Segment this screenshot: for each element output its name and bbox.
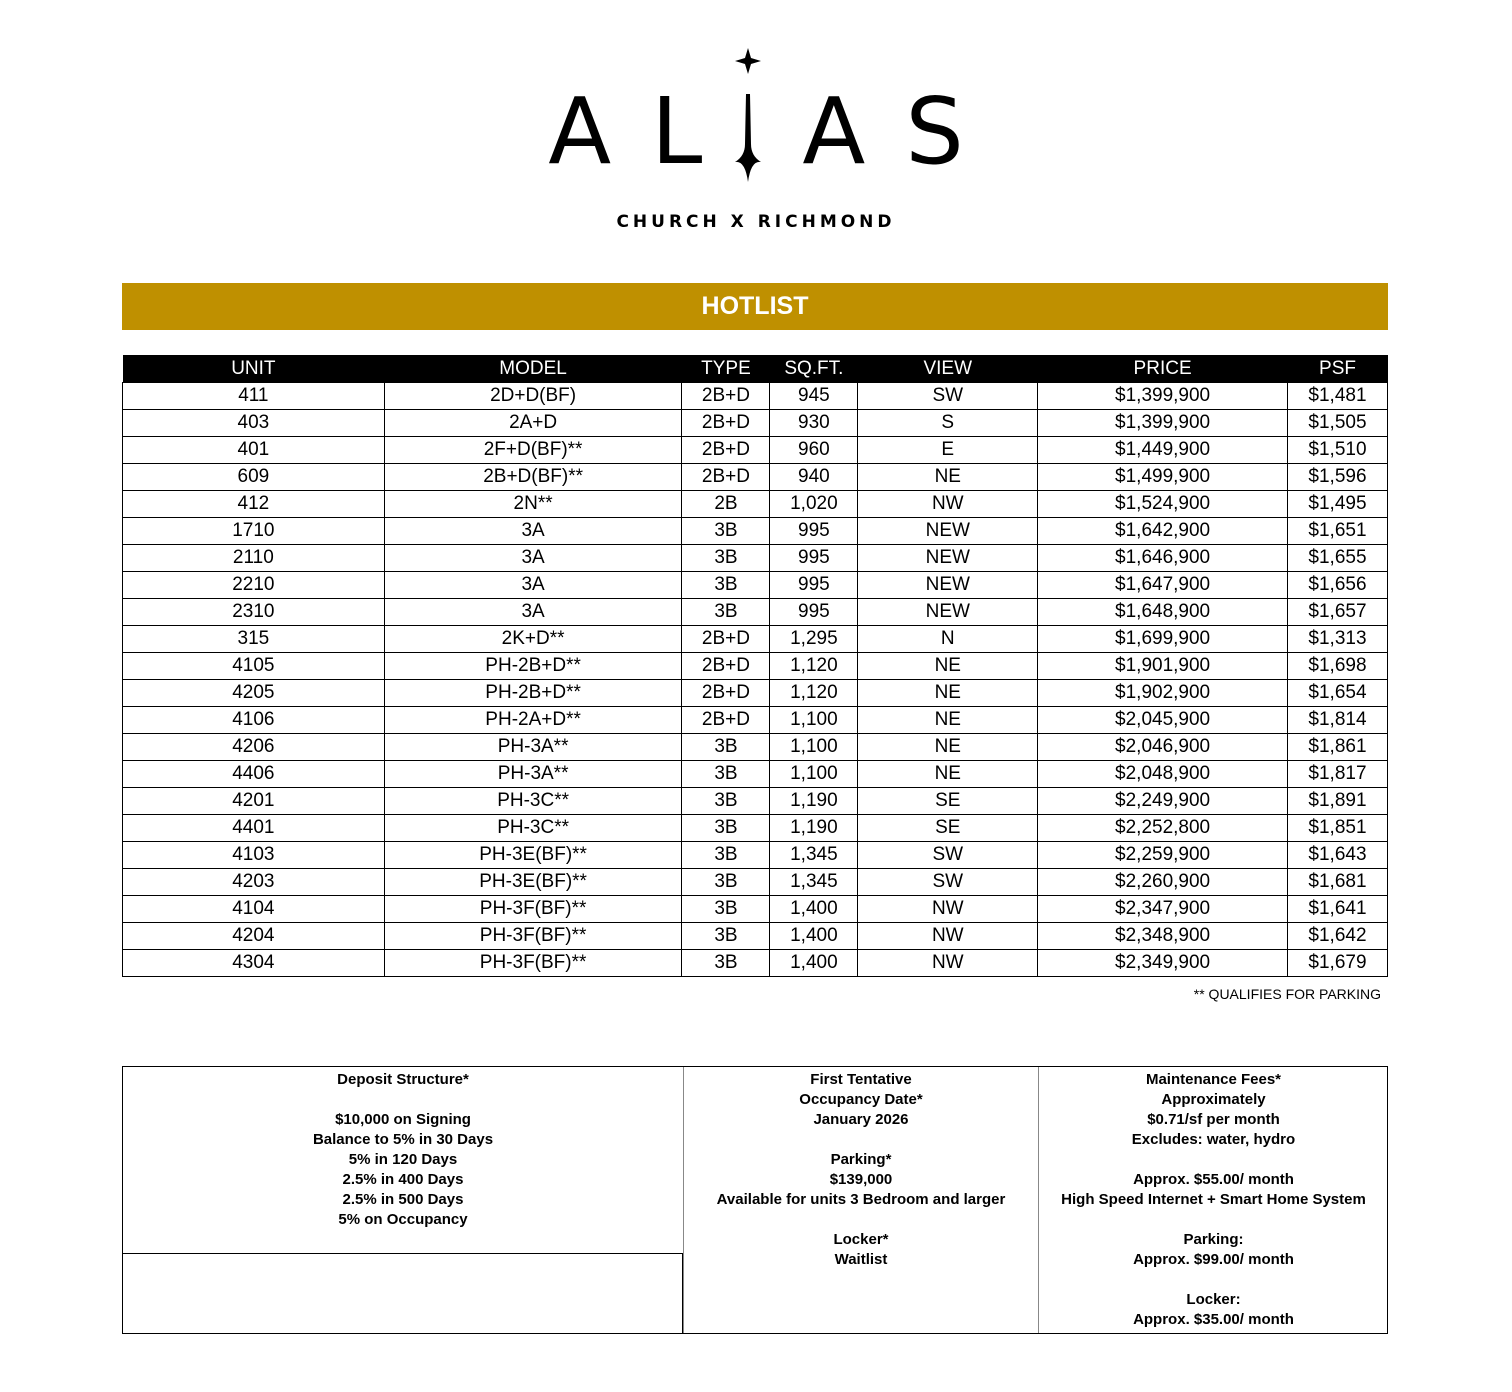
table-cell: $2,349,900 bbox=[1038, 950, 1288, 977]
table-cell: $1,648,900 bbox=[1038, 599, 1288, 626]
info-line: Locker: bbox=[1186, 1291, 1241, 1308]
table-cell: 1,100 bbox=[770, 761, 858, 788]
info-line bbox=[123, 1090, 683, 1110]
table-cell: NE bbox=[858, 653, 1038, 680]
table-cell: S bbox=[858, 410, 1038, 437]
table-cell: 3A bbox=[384, 545, 682, 572]
column-header: PRICE bbox=[1038, 355, 1288, 383]
table-cell: 3B bbox=[682, 734, 770, 761]
table-row bbox=[123, 761, 1388, 788]
table-cell: 2B+D bbox=[682, 410, 770, 437]
table-cell: 3B bbox=[682, 950, 770, 977]
info-line bbox=[684, 1130, 1038, 1150]
info-line: Approximately bbox=[1161, 1091, 1266, 1108]
table-cell: 1,345 bbox=[770, 842, 858, 869]
occupancy-parking-locker bbox=[683, 1067, 1038, 1333]
table-row bbox=[123, 680, 1388, 707]
table-cell: SW bbox=[858, 383, 1038, 410]
table-cell: 315 bbox=[123, 626, 385, 653]
table-cell: 3B bbox=[682, 599, 770, 626]
table-cell: $1,481 bbox=[1287, 383, 1387, 410]
table-cell: $1,399,900 bbox=[1038, 383, 1288, 410]
logo-letter: S bbox=[905, 78, 964, 185]
table-cell: $1,449,900 bbox=[1038, 437, 1288, 464]
info-box bbox=[122, 1066, 1388, 1334]
table-cell: 1,400 bbox=[770, 896, 858, 923]
table-cell: PH-2A+D** bbox=[384, 707, 682, 734]
info-line: Deposit Structure* bbox=[337, 1071, 469, 1088]
table-cell: $1,524,900 bbox=[1038, 491, 1288, 518]
table-row bbox=[123, 383, 1388, 410]
table-cell: 412 bbox=[123, 491, 385, 518]
table-cell: PH-3C** bbox=[384, 788, 682, 815]
table-cell: 995 bbox=[770, 545, 858, 572]
table-cell: 3B bbox=[682, 545, 770, 572]
info-line: January 2026 bbox=[813, 1111, 909, 1128]
info-line: Approx. $99.00/ month bbox=[1133, 1251, 1294, 1268]
table-cell: 995 bbox=[770, 572, 858, 599]
table-cell: 4204 bbox=[123, 923, 385, 950]
deposit-structure bbox=[123, 1067, 683, 1254]
table-cell: $2,048,900 bbox=[1038, 761, 1288, 788]
table-row bbox=[123, 410, 1388, 437]
table-cell: 1,400 bbox=[770, 923, 858, 950]
table-cell: 3B bbox=[682, 572, 770, 599]
table-cell: 2B+D bbox=[682, 383, 770, 410]
table-cell: $1,901,900 bbox=[1038, 653, 1288, 680]
table-cell: PH-3A** bbox=[384, 761, 682, 788]
table-cell: $1,505 bbox=[1287, 410, 1387, 437]
table-cell: $1,499,900 bbox=[1038, 464, 1288, 491]
table-cell: 4103 bbox=[123, 842, 385, 869]
table-cell: NE bbox=[858, 680, 1038, 707]
table-row bbox=[123, 950, 1388, 977]
table-cell: $2,347,900 bbox=[1038, 896, 1288, 923]
table-cell: E bbox=[858, 437, 1038, 464]
table-cell: SW bbox=[858, 869, 1038, 896]
info-line: Approx. $35.00/ month bbox=[1133, 1311, 1294, 1328]
info-line bbox=[1039, 1210, 1388, 1230]
info-line: 5% in 120 Days bbox=[348, 1151, 458, 1168]
table-cell: $1,651 bbox=[1287, 518, 1387, 545]
table-cell: $1,655 bbox=[1287, 545, 1387, 572]
table-cell: 3B bbox=[682, 518, 770, 545]
column-header: PSF bbox=[1287, 355, 1387, 383]
table-cell: 3B bbox=[682, 761, 770, 788]
table-cell: 3A bbox=[384, 599, 682, 626]
table-cell: 1,120 bbox=[770, 680, 858, 707]
info-line: Occupancy Date* bbox=[799, 1091, 923, 1108]
table-cell: $1,642,900 bbox=[1038, 518, 1288, 545]
table-cell: 4205 bbox=[123, 680, 385, 707]
info-line: First Tentative bbox=[810, 1071, 912, 1088]
logo-letter: A bbox=[548, 78, 652, 185]
table-cell: $1,646,900 bbox=[1038, 545, 1288, 572]
table-cell: 2B bbox=[682, 491, 770, 518]
table-cell: 1,295 bbox=[770, 626, 858, 653]
table-cell: 1710 bbox=[123, 518, 385, 545]
table-cell: $1,902,900 bbox=[1038, 680, 1288, 707]
table-row bbox=[123, 545, 1388, 572]
table-cell: $1,861 bbox=[1287, 734, 1387, 761]
table-cell: NW bbox=[858, 950, 1038, 977]
info-line: Excludes: water, hydro bbox=[1131, 1131, 1296, 1148]
info-line: 2.5% in 400 Days bbox=[342, 1171, 464, 1188]
table-cell: 2A+D bbox=[384, 410, 682, 437]
table-cell: $1,510 bbox=[1287, 437, 1387, 464]
table-cell: 995 bbox=[770, 599, 858, 626]
table-cell: 2D+D(BF) bbox=[384, 383, 682, 410]
table-cell: 4105 bbox=[123, 653, 385, 680]
table-cell: PH-2B+D** bbox=[384, 653, 682, 680]
logo-letter: A bbox=[802, 78, 906, 185]
table-cell: 3B bbox=[682, 896, 770, 923]
table-cell: $2,249,900 bbox=[1038, 788, 1288, 815]
table-cell: SW bbox=[858, 842, 1038, 869]
table-cell: 2110 bbox=[123, 545, 385, 572]
table-cell: 945 bbox=[770, 383, 858, 410]
column-header: MODEL bbox=[384, 355, 682, 383]
column-header: TYPE bbox=[682, 355, 770, 383]
empty-cell bbox=[123, 1254, 683, 1334]
table-cell: 1,190 bbox=[770, 815, 858, 842]
table-cell: 1,120 bbox=[770, 653, 858, 680]
table-cell: 2B+D bbox=[682, 464, 770, 491]
column-header: SQ.FT. bbox=[770, 355, 858, 383]
table-cell: $1,698 bbox=[1287, 653, 1387, 680]
table-cell: $2,252,800 bbox=[1038, 815, 1288, 842]
table-cell: NEW bbox=[858, 518, 1038, 545]
table-row bbox=[123, 518, 1388, 545]
table-cell: $1,681 bbox=[1287, 869, 1387, 896]
info-line: 2.5% in 500 Days bbox=[342, 1191, 464, 1208]
table-cell: 1,345 bbox=[770, 869, 858, 896]
table-cell: 3B bbox=[682, 923, 770, 950]
info-line bbox=[1039, 1270, 1388, 1290]
info-line bbox=[1039, 1150, 1388, 1170]
table-cell: $2,260,900 bbox=[1038, 869, 1288, 896]
table-cell: NW bbox=[858, 896, 1038, 923]
table-cell: 3B bbox=[682, 842, 770, 869]
table-cell: 609 bbox=[123, 464, 385, 491]
info-line: Balance to 5% in 30 Days bbox=[312, 1131, 494, 1148]
table-cell: $1,851 bbox=[1287, 815, 1387, 842]
column-header: UNIT bbox=[123, 355, 385, 383]
table-cell: 4203 bbox=[123, 869, 385, 896]
table-cell: 2B+D bbox=[682, 653, 770, 680]
table-cell: 3B bbox=[682, 869, 770, 896]
table-cell: 1,100 bbox=[770, 707, 858, 734]
table-cell: 2B+D bbox=[682, 437, 770, 464]
table-row bbox=[123, 734, 1388, 761]
table-cell: NE bbox=[858, 761, 1038, 788]
table-cell: 3B bbox=[682, 815, 770, 842]
table-cell: $2,046,900 bbox=[1038, 734, 1288, 761]
table-cell: 4304 bbox=[123, 950, 385, 977]
table-row bbox=[123, 491, 1388, 518]
table-cell: 930 bbox=[770, 410, 858, 437]
table-cell: 1,020 bbox=[770, 491, 858, 518]
table-cell: PH-3E(BF)** bbox=[384, 869, 682, 896]
table-cell: $2,045,900 bbox=[1038, 707, 1288, 734]
table-cell: $1,313 bbox=[1287, 626, 1387, 653]
info-line: $0.71/sf per month bbox=[1147, 1111, 1280, 1128]
table-cell: NE bbox=[858, 464, 1038, 491]
table-cell: $1,654 bbox=[1287, 680, 1387, 707]
table-cell: NEW bbox=[858, 545, 1038, 572]
table-cell: NW bbox=[858, 923, 1038, 950]
table-cell: SE bbox=[858, 815, 1038, 842]
table-cell: 4106 bbox=[123, 707, 385, 734]
table-cell: PH-3E(BF)** bbox=[384, 842, 682, 869]
table-cell: $1,647,900 bbox=[1038, 572, 1288, 599]
info-line: $139,000 bbox=[829, 1171, 893, 1188]
table-cell: $1,814 bbox=[1287, 707, 1387, 734]
table-cell: 2B+D bbox=[682, 626, 770, 653]
table-cell: 960 bbox=[770, 437, 858, 464]
table-cell: 403 bbox=[123, 410, 385, 437]
info-line: High Speed Internet + Smart Home System bbox=[1061, 1191, 1366, 1208]
table-cell: $1,657 bbox=[1287, 599, 1387, 626]
table-cell: $1,642 bbox=[1287, 923, 1387, 950]
table-cell: 3A bbox=[384, 518, 682, 545]
table-cell: 2B+D bbox=[682, 707, 770, 734]
table-row bbox=[123, 599, 1388, 626]
logo-letter: L bbox=[651, 78, 743, 185]
table-row bbox=[123, 626, 1388, 653]
table-cell: 2B+D(BF)** bbox=[384, 464, 682, 491]
table-cell: 2K+D** bbox=[384, 626, 682, 653]
table-cell: $2,348,900 bbox=[1038, 923, 1288, 950]
table-header-row bbox=[123, 355, 1388, 383]
table-cell: NEW bbox=[858, 572, 1038, 599]
table-cell: PH-2B+D** bbox=[384, 680, 682, 707]
table-row bbox=[123, 788, 1388, 815]
table-cell: PH-3F(BF)** bbox=[384, 896, 682, 923]
info-line: Maintenance Fees* bbox=[1145, 1071, 1282, 1088]
table-cell: $1,495 bbox=[1287, 491, 1387, 518]
table-cell: 2N** bbox=[384, 491, 682, 518]
table-cell: PH-3C** bbox=[384, 815, 682, 842]
table-row bbox=[123, 653, 1388, 680]
table-cell: SE bbox=[858, 788, 1038, 815]
table-cell: 3A bbox=[384, 572, 682, 599]
units-table bbox=[122, 355, 1388, 977]
column-header: VIEW bbox=[858, 355, 1038, 383]
table-cell: 2F+D(BF)** bbox=[384, 437, 682, 464]
alias-logo bbox=[0, 40, 1512, 240]
table-cell: 2310 bbox=[123, 599, 385, 626]
table-cell: 940 bbox=[770, 464, 858, 491]
table-cell: 3B bbox=[682, 788, 770, 815]
table-cell: 2210 bbox=[123, 572, 385, 599]
table-row bbox=[123, 896, 1388, 923]
table-cell: $1,817 bbox=[1287, 761, 1387, 788]
table-cell: $1,641 bbox=[1287, 896, 1387, 923]
info-line: 5% on Occupancy bbox=[338, 1211, 468, 1228]
table-cell: 4406 bbox=[123, 761, 385, 788]
maintenance-fees bbox=[1038, 1067, 1388, 1333]
logo-subtitle: CHURCH X RICHMOND bbox=[616, 212, 896, 232]
info-line: Available for units 3 Bedroom and larger bbox=[716, 1191, 1006, 1208]
info-line: Parking: bbox=[1183, 1231, 1244, 1248]
table-cell: N bbox=[858, 626, 1038, 653]
table-cell: $1,891 bbox=[1287, 788, 1387, 815]
table-cell: $2,259,900 bbox=[1038, 842, 1288, 869]
table-row bbox=[123, 842, 1388, 869]
table-cell: 4206 bbox=[123, 734, 385, 761]
parking-footnote: ** QUALIFIES FOR PARKING bbox=[1193, 986, 1381, 1002]
table-cell: $1,399,900 bbox=[1038, 410, 1288, 437]
table-cell: $1,699,900 bbox=[1038, 626, 1288, 653]
table-cell: $1,656 bbox=[1287, 572, 1387, 599]
info-line: Approx. $55.00/ month bbox=[1133, 1171, 1294, 1188]
table-cell: 1,400 bbox=[770, 950, 858, 977]
table-cell: PH-3F(BF)** bbox=[384, 950, 682, 977]
table-cell: 2B+D bbox=[682, 680, 770, 707]
table-cell: NE bbox=[858, 734, 1038, 761]
info-line bbox=[684, 1210, 1038, 1230]
star-i-icon bbox=[733, 44, 763, 184]
table-cell: 4104 bbox=[123, 896, 385, 923]
table-cell: NE bbox=[858, 707, 1038, 734]
table-cell: PH-3F(BF)** bbox=[384, 923, 682, 950]
table-cell: 4201 bbox=[123, 788, 385, 815]
table-cell: 1,100 bbox=[770, 734, 858, 761]
table-cell: 1,190 bbox=[770, 788, 858, 815]
table-row bbox=[123, 923, 1388, 950]
table-row bbox=[123, 464, 1388, 491]
table-cell: 411 bbox=[123, 383, 385, 410]
table-row bbox=[123, 815, 1388, 842]
info-line: Locker* bbox=[833, 1231, 889, 1248]
table-cell: $1,596 bbox=[1287, 464, 1387, 491]
table-cell: $1,643 bbox=[1287, 842, 1387, 869]
table-row bbox=[123, 869, 1388, 896]
table-cell: 4401 bbox=[123, 815, 385, 842]
table-row bbox=[123, 437, 1388, 464]
table-row bbox=[123, 572, 1388, 599]
table-row bbox=[123, 707, 1388, 734]
table-cell: 401 bbox=[123, 437, 385, 464]
table-cell: $1,679 bbox=[1287, 950, 1387, 977]
table-cell: NEW bbox=[858, 599, 1038, 626]
hotlist-banner: HOTLIST bbox=[122, 283, 1388, 330]
table-cell: 995 bbox=[770, 518, 858, 545]
info-line: Waitlist bbox=[834, 1251, 888, 1268]
table-cell: PH-3A** bbox=[384, 734, 682, 761]
info-line: Parking* bbox=[830, 1151, 892, 1168]
info-line: $10,000 on Signing bbox=[335, 1111, 471, 1128]
table-cell: NW bbox=[858, 491, 1038, 518]
